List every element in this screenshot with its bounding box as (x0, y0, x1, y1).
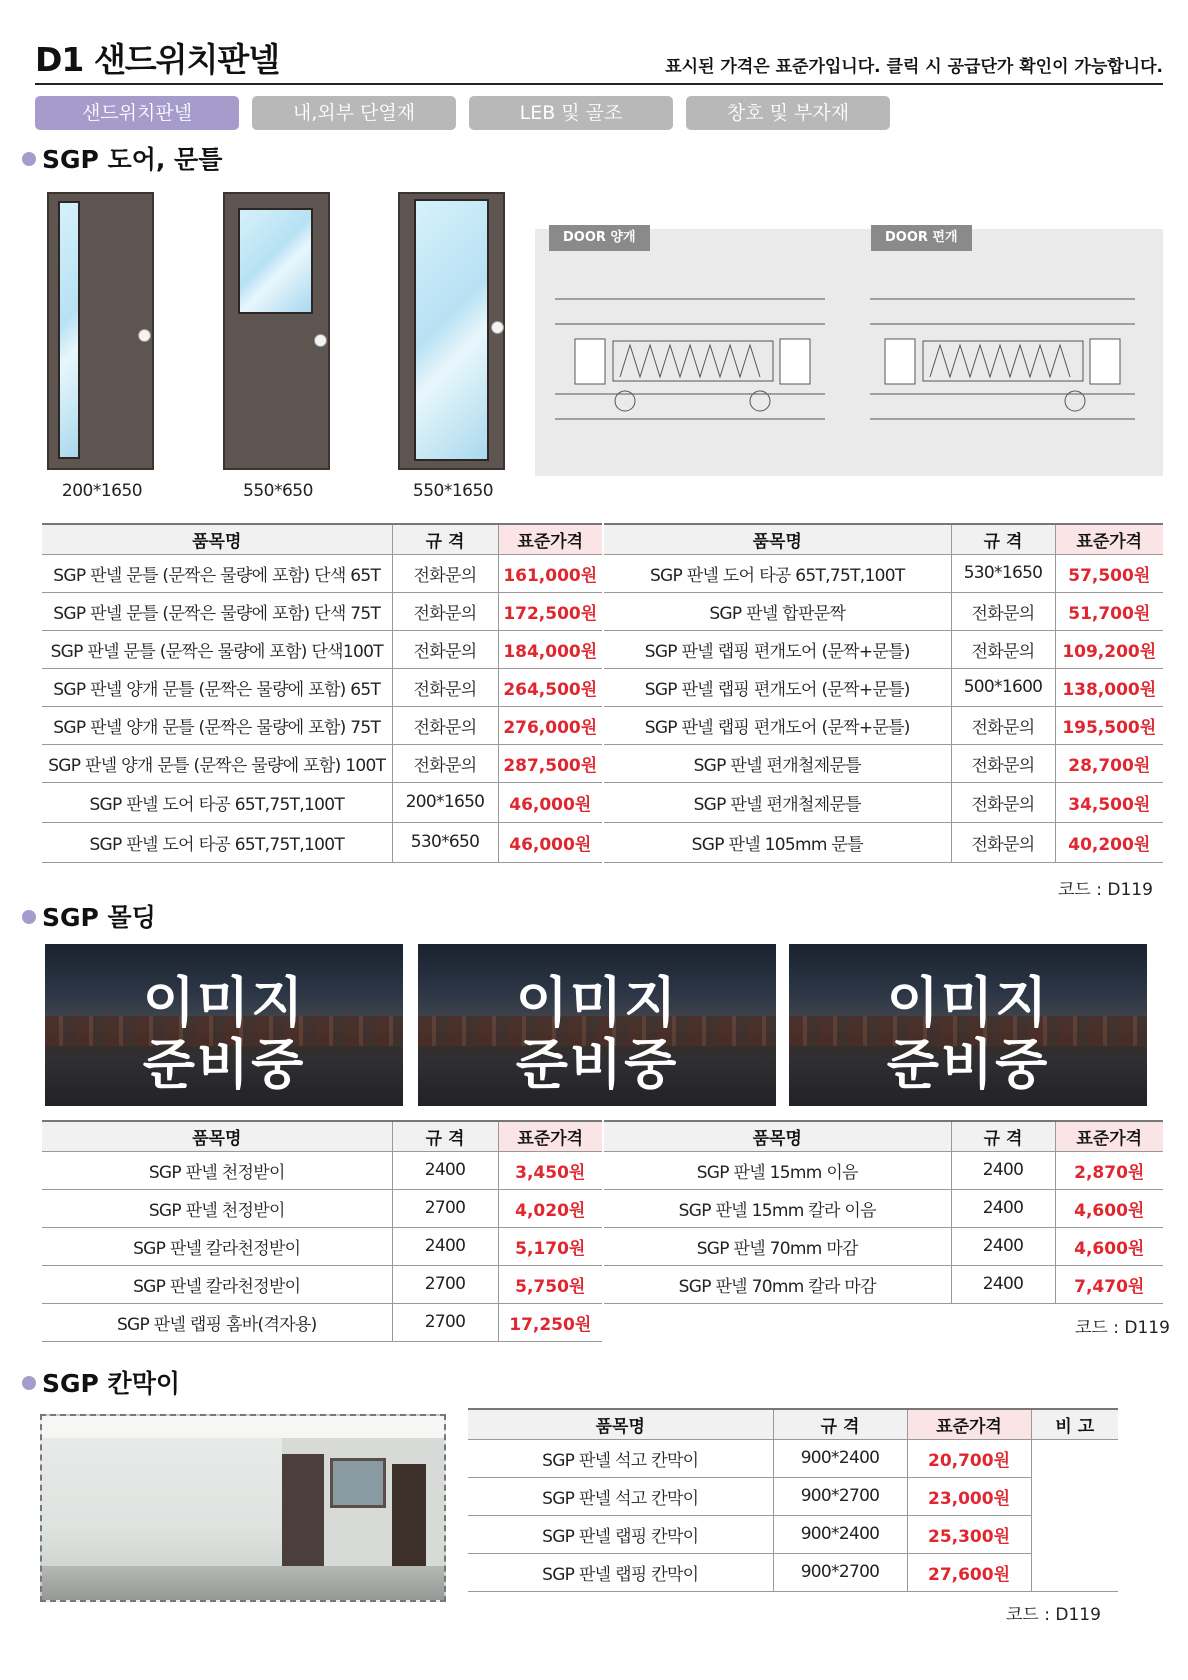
item-name: SGP 판넬 15mm 칼라 이음 (604, 1189, 951, 1227)
item-name: SGP 판넬 양개 문틀 (문짝은 물량에 포함) 100T (42, 744, 392, 782)
item-name: SGP 판넬 양개 문틀 (문짝은 물량에 포함) 65T (42, 668, 392, 706)
item-spec: 전화문의 (951, 782, 1055, 822)
table-row (42, 1265, 602, 1303)
column-header-price: 표준가격 (907, 1409, 1031, 1439)
item-spec: 2400 (951, 1227, 1055, 1265)
tab-sandwich-panel[interactable]: 샌드위치판넬 (35, 96, 239, 130)
item-name: SGP 판넬 석고 칸막이 (468, 1477, 773, 1515)
item-spec: 전화문의 (392, 592, 498, 630)
table-row (42, 1303, 602, 1341)
table-row (42, 554, 602, 592)
table-row (42, 1151, 602, 1189)
item-note (1031, 1439, 1118, 1477)
item-note (1031, 1477, 1118, 1515)
item-price[interactable]: 138,000원 (1055, 668, 1163, 706)
table-row (604, 668, 1163, 706)
column-header-price: 표준가격 (1055, 524, 1163, 554)
item-spec: 전화문의 (392, 630, 498, 668)
column-header-name: 품목명 (42, 524, 392, 554)
item-name: SGP 판넬 105mm 문틀 (604, 822, 951, 862)
column-header-spec: 규 격 (773, 1409, 907, 1439)
item-price[interactable]: 5,170원 (498, 1227, 602, 1265)
item-name: SGP 판넬 천정받이 (42, 1151, 392, 1189)
item-name: SGP 판넬 편개철제문틀 (604, 744, 951, 782)
door-size-label: 550*650 (243, 481, 313, 501)
item-spec: 2400 (392, 1151, 498, 1189)
item-price[interactable]: 27,600원 (907, 1553, 1031, 1591)
item-note (1031, 1553, 1118, 1591)
item-spec: 2700 (392, 1303, 498, 1341)
item-spec: 500*1600 (951, 668, 1055, 706)
column-header-name: 품목명 (468, 1409, 773, 1439)
item-spec: 2400 (951, 1189, 1055, 1227)
item-spec: 전화문의 (951, 744, 1055, 782)
item-spec: 전화문의 (392, 706, 498, 744)
item-name: SGP 판넬 문틀 (문짝은 물량에 포함) 단색100T (42, 630, 392, 668)
item-spec: 2400 (951, 1265, 1055, 1303)
table-row (468, 1553, 1118, 1591)
page-header (35, 30, 1163, 85)
item-price[interactable]: 161,000원 (498, 554, 602, 592)
column-header-price: 표준가격 (1055, 1121, 1163, 1151)
item-name: SGP 판넬 양개 문틀 (문짝은 물량에 포함) 75T (42, 706, 392, 744)
item-price[interactable]: 195,500원 (1055, 706, 1163, 744)
table-row (604, 822, 1163, 862)
section-title-partition: SGP 칸막이 (22, 1364, 180, 1400)
column-header-name: 품목명 (604, 1121, 951, 1151)
item-price[interactable]: 34,500원 (1055, 782, 1163, 822)
item-spec: 전화문의 (951, 630, 1055, 668)
item-price[interactable]: 264,500원 (498, 668, 602, 706)
item-note (1031, 1515, 1118, 1553)
product-code: 코드 : D119 (1058, 880, 1153, 900)
item-name: SGP 판넬 편개철제문틀 (604, 782, 951, 822)
molding-price-table-right (604, 1120, 1163, 1304)
table-row (468, 1477, 1118, 1515)
table-row (42, 630, 602, 668)
item-price[interactable]: 287,500원 (498, 744, 602, 782)
column-header-spec: 규 격 (392, 524, 498, 554)
item-price[interactable]: 109,200원 (1055, 630, 1163, 668)
table-row (604, 592, 1163, 630)
item-price[interactable]: 3,450원 (498, 1151, 602, 1189)
table-row (604, 1189, 1163, 1227)
item-price[interactable]: 46,000원 (498, 782, 602, 822)
item-price[interactable]: 4,020원 (498, 1189, 602, 1227)
table-row (42, 822, 602, 862)
drawing-tag-single: DOOR 편개 (871, 225, 972, 251)
partition-photo (40, 1414, 446, 1602)
column-header-name: 품목명 (604, 524, 951, 554)
item-name: SGP 판넬 문틀 (문짝은 물량에 포함) 단색 65T (42, 554, 392, 592)
placeholder-text: 이미지 (142, 971, 306, 1034)
table-row (42, 782, 602, 822)
table-row (42, 1189, 602, 1227)
item-spec: 530*1650 (951, 554, 1055, 592)
item-price[interactable]: 28,700원 (1055, 744, 1163, 782)
item-price[interactable]: 7,470원 (1055, 1265, 1163, 1303)
section-title-molding: SGP 몰딩 (22, 898, 156, 934)
column-header-note: 비 고 (1031, 1409, 1118, 1439)
page-title: D1 샌드위치판넬 (35, 40, 280, 79)
drawing-tag-double: DOOR 양개 (549, 225, 650, 251)
product-code: 코드 : D119 (1075, 1318, 1170, 1338)
table-row (42, 1227, 602, 1265)
table-row (604, 554, 1163, 592)
column-header-spec: 규 격 (951, 524, 1055, 554)
table-row (604, 782, 1163, 822)
placeholder-text: 준비중 (515, 1033, 679, 1096)
bullet-icon (22, 152, 36, 166)
item-price[interactable]: 17,250원 (498, 1303, 602, 1341)
item-spec: 전화문의 (392, 744, 498, 782)
item-name: SGP 판넬 칼라천정받이 (42, 1227, 392, 1265)
price-notice: 표시된 가격은 표준가입니다. 클릭 시 공급단가 확인이 가능합니다. (665, 57, 1163, 77)
door-knob-icon (314, 334, 327, 347)
item-name: SGP 판넬 15mm 이음 (604, 1151, 951, 1189)
tab-leb-frame[interactable]: LEB 및 골조 (469, 96, 673, 130)
item-name: SGP 판넬 칼라천정받이 (42, 1265, 392, 1303)
item-price[interactable]: 5,750원 (498, 1265, 602, 1303)
table-row (42, 706, 602, 744)
molding-price-table-left (42, 1120, 602, 1342)
item-spec: 전화문의 (951, 822, 1055, 862)
item-price[interactable]: 276,000원 (498, 706, 602, 744)
item-name: SGP 판넬 문틀 (문짝은 물량에 포함) 단색 75T (42, 592, 392, 630)
item-name: SGP 판넬 랩핑 홈바(격자용) (42, 1303, 392, 1341)
item-name: SGP 판넬 합판문짝 (604, 592, 951, 630)
item-name: SGP 판넬 천정받이 (42, 1189, 392, 1227)
item-name: SGP 판넬 랩핑 칸막이 (468, 1553, 773, 1591)
door-image-full-glass (398, 192, 505, 470)
door-glass (58, 201, 80, 459)
table-row (604, 1265, 1163, 1303)
item-spec: 2400 (951, 1151, 1055, 1189)
item-price[interactable]: 2,870원 (1055, 1151, 1163, 1189)
item-name: SGP 판넬 70mm 마감 (604, 1227, 951, 1265)
item-spec: 900*2400 (773, 1439, 907, 1477)
tab-windows-parts[interactable]: 창호 및 부자재 (686, 96, 890, 130)
placeholder-text: 준비중 (886, 1033, 1050, 1096)
tab-insulation[interactable]: 내,외부 단열재 (252, 96, 456, 130)
item-name: SGP 판넬 랩핑 편개도어 (문짝+문틀) (604, 630, 951, 668)
placeholder-text: 이미지 (515, 971, 679, 1034)
door-price-table-left (42, 523, 602, 863)
table-row (468, 1515, 1118, 1553)
product-code: 코드 : D119 (1006, 1605, 1101, 1625)
table-row (42, 668, 602, 706)
section-title-door: SGP 도어, 문틀 (22, 140, 222, 176)
item-price[interactable]: 172,500원 (498, 592, 602, 630)
bullet-icon (22, 910, 36, 924)
door-knob-icon (491, 321, 504, 334)
item-price[interactable]: 25,300원 (907, 1515, 1031, 1553)
image-placeholder (418, 944, 776, 1106)
item-price[interactable]: 57,500원 (1055, 554, 1163, 592)
placeholder-text: 이미지 (886, 971, 1050, 1034)
image-placeholder (789, 944, 1147, 1106)
item-spec: 200*1650 (392, 782, 498, 822)
column-header-price: 표준가격 (498, 524, 602, 554)
item-name: SGP 판넬 도어 타공 65T,75T,100T (42, 822, 392, 862)
table-row (604, 706, 1163, 744)
item-spec: 900*2700 (773, 1477, 907, 1515)
frame-cross-section-diagram (535, 229, 1163, 476)
item-spec: 전화문의 (392, 554, 498, 592)
item-spec: 2700 (392, 1189, 498, 1227)
item-spec: 530*650 (392, 822, 498, 862)
placeholder-text: 준비중 (142, 1033, 306, 1096)
table-row (604, 1227, 1163, 1265)
item-name: SGP 판넬 도어 타공 65T,75T,100T (604, 554, 951, 592)
bullet-icon (22, 1376, 36, 1390)
item-price[interactable]: 184,000원 (498, 630, 602, 668)
item-spec: 2400 (392, 1227, 498, 1265)
door-price-table-right (604, 523, 1163, 863)
item-price[interactable]: 51,700원 (1055, 592, 1163, 630)
table-row (468, 1439, 1118, 1477)
door-section-drawings (535, 229, 1163, 476)
item-price[interactable]: 20,700원 (907, 1439, 1031, 1477)
table-row (604, 1151, 1163, 1189)
item-name: SGP 판넬 석고 칸막이 (468, 1439, 773, 1477)
item-spec: 전화문의 (951, 592, 1055, 630)
column-header-name: 품목명 (42, 1121, 392, 1151)
door-glass (414, 199, 489, 461)
column-header-spec: 규 격 (951, 1121, 1055, 1151)
item-price[interactable]: 46,000원 (498, 822, 602, 862)
door-glass (238, 208, 313, 314)
door-size-label: 550*1650 (412, 481, 494, 501)
column-header-price: 표준가격 (498, 1121, 602, 1151)
table-row (604, 744, 1163, 782)
table-row (42, 592, 602, 630)
item-price[interactable]: 40,200원 (1055, 822, 1163, 862)
door-knob-icon (138, 329, 151, 342)
door-image-narrow-glass (47, 192, 154, 470)
item-price[interactable]: 4,600원 (1055, 1227, 1163, 1265)
door-size-label: 200*1650 (61, 481, 143, 501)
table-row (604, 630, 1163, 668)
item-name: SGP 판넬 랩핑 편개도어 (문짝+문틀) (604, 706, 951, 744)
table-row (42, 744, 602, 782)
item-spec: 전화문의 (951, 706, 1055, 744)
item-spec: 전화문의 (392, 668, 498, 706)
item-name: SGP 판넬 랩핑 칸막이 (468, 1515, 773, 1553)
door-image-small-window (223, 192, 330, 470)
item-spec: 900*2400 (773, 1515, 907, 1553)
partition-price-table (468, 1408, 1118, 1592)
image-placeholder (45, 944, 403, 1106)
item-price[interactable]: 23,000원 (907, 1477, 1031, 1515)
item-spec: 2700 (392, 1265, 498, 1303)
item-name: SGP 판넬 랩핑 편개도어 (문짝+문틀) (604, 668, 951, 706)
item-name: SGP 판넬 도어 타공 65T,75T,100T (42, 782, 392, 822)
item-spec: 900*2700 (773, 1553, 907, 1591)
column-header-spec: 규 격 (392, 1121, 498, 1151)
item-name: SGP 판넬 70mm 칼라 마감 (604, 1265, 951, 1303)
item-price[interactable]: 4,600원 (1055, 1189, 1163, 1227)
